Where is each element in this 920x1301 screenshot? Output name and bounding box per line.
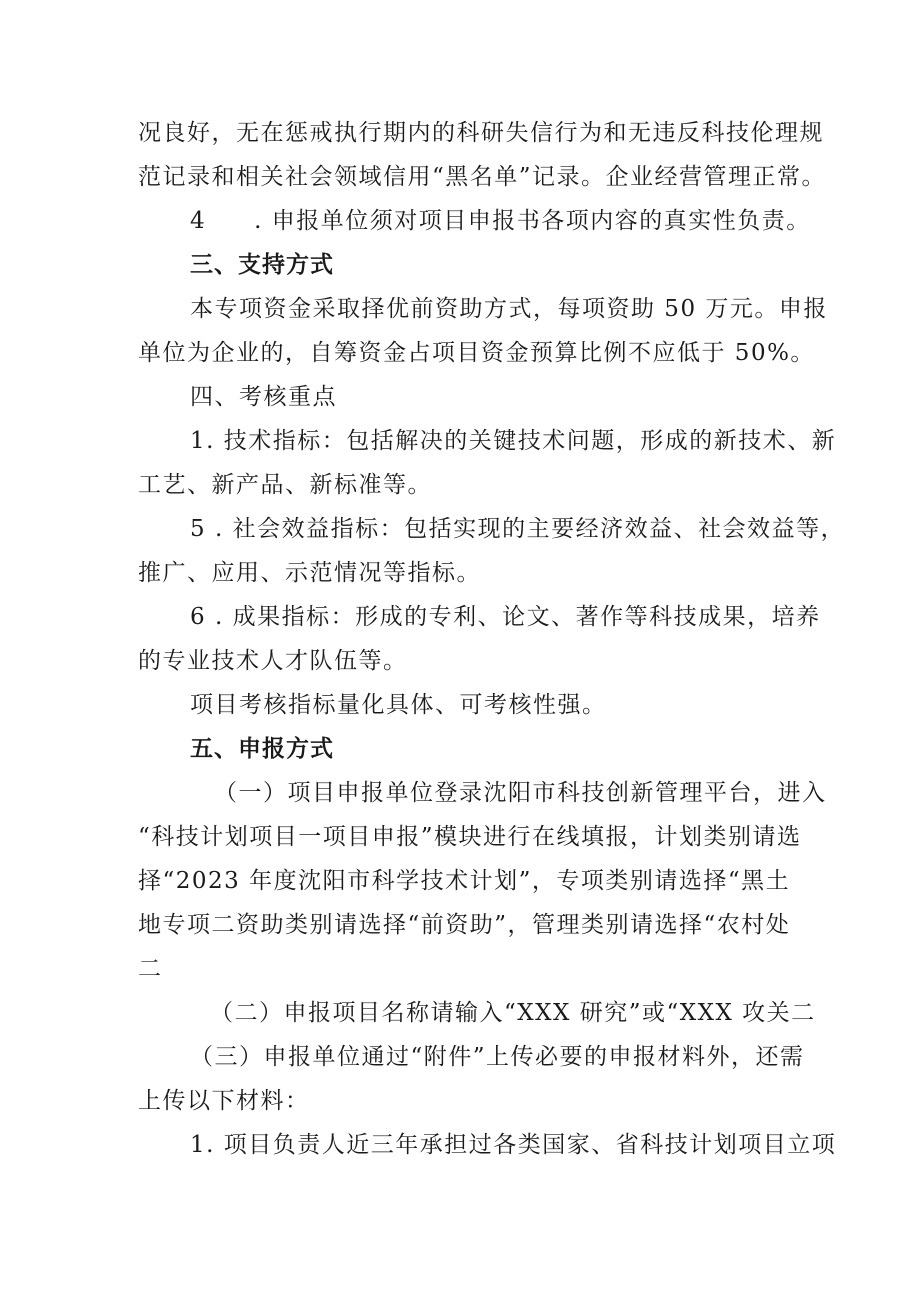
body-line: 上传以下材料： — [138, 1088, 310, 1114]
body-line: 5 . 社会效益指标：包括实现的主要经济效益、社会效益等， — [190, 516, 846, 542]
body-line: 择“2023 年度沈阳市科学技术计划”，专项类别请选择“黑土 — [138, 868, 791, 894]
body-line: 1. 技术指标：包括解决的关键技术问题，形成的新技术、新 — [190, 428, 837, 454]
list-text: . 申报单位须对项目申报书各项内容的真实性负责。 — [254, 208, 811, 234]
body-line: 况良好，无在惩戒执行期内的科研失信行为和无违反科技伦理规 — [138, 120, 824, 146]
list-number: 4 — [190, 208, 207, 234]
body-line: 推广、应用、示范情况等指标。 — [138, 560, 481, 586]
body-line: 项目考核指标量化具体、可考核性强。 — [190, 692, 607, 718]
body-line: 1. 项目负责人近三年承担过各类国家、省科技计划项目立项 — [190, 1132, 837, 1158]
body-line: 工艺、新产品、新标准等。 — [138, 472, 432, 498]
body-line: （二）申报项目名称请输入“XXX 研究”或“XXX 攻关二 — [210, 1000, 816, 1026]
body-line: （一）项目申报单位登录沈阳市科技创新管理平台，进入 — [214, 780, 827, 806]
body-line: 地专项二资助类别请选择“前资助”，管理类别请选择“农村处 — [138, 912, 791, 938]
body-line: 范记录和相关社会领域信用“黑名单”记录。企业经营管理正常。 — [138, 164, 827, 190]
list-item-4 — [190, 206, 811, 236]
body-line: （三）申报单位通过“附件”上传必要的申报材料外，还需 — [190, 1044, 805, 1070]
body-line: 的专业技术人才队伍等。 — [138, 648, 408, 674]
body-line: 二 — [138, 956, 163, 982]
section-heading-4: 四、考核重点 — [190, 384, 337, 410]
body-line: 6 . 成果指标：形成的专利、论文、著作等科技成果，培养 — [190, 604, 821, 630]
body-line: 单位为企业的，自筹资金占项目资金预算比例不应低于 50%。 — [138, 340, 815, 366]
body-line: “科技计划项目一项目申报”模块进行在线填报，计划类别请选 — [138, 824, 802, 850]
section-heading-3: 三、支持方式 — [190, 252, 334, 278]
section-heading-5: 五、申报方式 — [190, 736, 334, 762]
body-line: 本专项资金采取择优前资助方式，每项资助 50 万元。申报 — [190, 296, 828, 322]
